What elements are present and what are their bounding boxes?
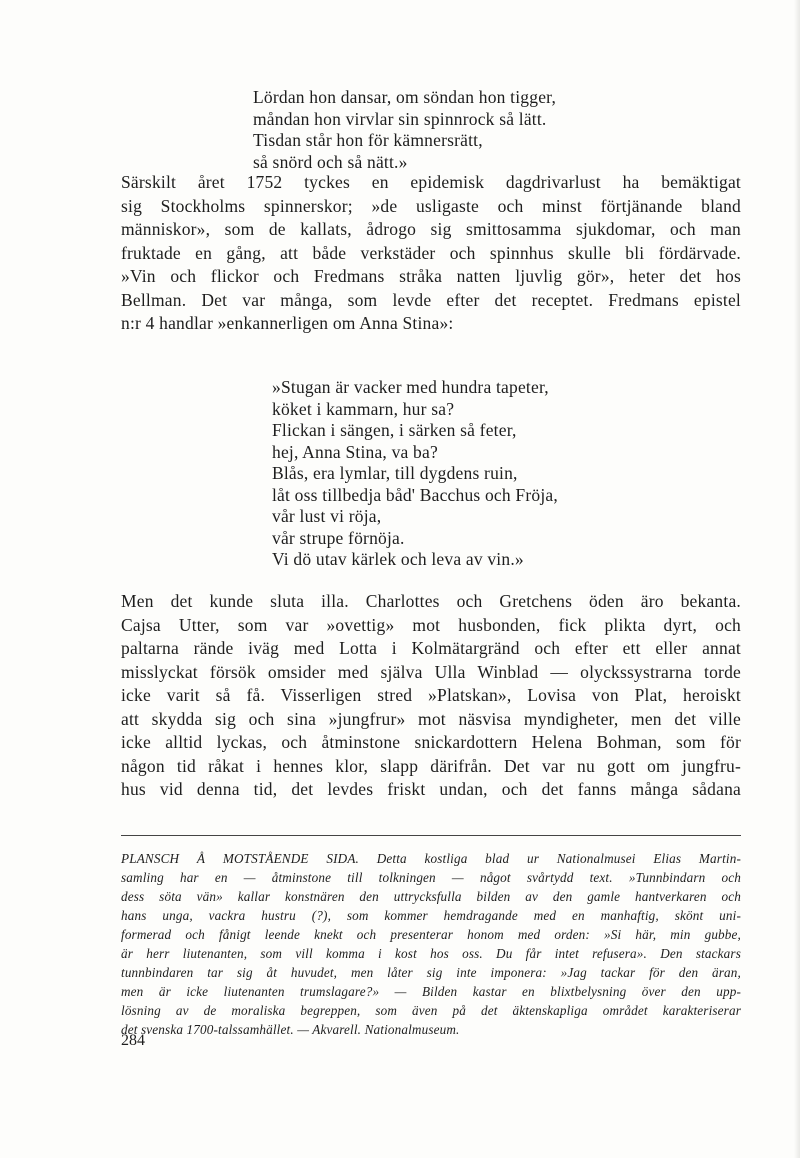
verse-stanza-2 xyxy=(272,377,772,571)
caption-line: det svenska 1700-talssamhället. — Akvarell. Nationalmuseum. xyxy=(121,1022,460,1037)
verse-line: Tisdan står hon för kämnersrätt, xyxy=(253,130,483,150)
verse-stanza-1 xyxy=(253,87,753,173)
text-line: Särskilt året 1752 tyckes en epidemisk dagdrivarlust ha bemäktigat xyxy=(121,172,741,192)
text-line: icke varit så få. Visserligen stred »Platskan», Lovisa von Plat, heroiskt xyxy=(121,685,741,705)
verse-line: så snörd och så nätt.» xyxy=(253,151,408,172)
paragraph-2 xyxy=(121,590,741,802)
caption-line: lösning av de moraliska begreppen, som även på det äktenskapliga området karakteriserar xyxy=(121,1003,741,1018)
text-line: misslyckat försök omsider med själva Ulla Winblad — olyckssystrarna torde xyxy=(121,661,741,682)
text-line: någon tid råkat i hennes klor, slapp därifrån. Det var nu gott om jungfru- xyxy=(121,755,741,776)
paragraph-1 xyxy=(121,171,741,336)
caption-line: hans unga, vackra hustru (?), som kommer hemdragande med en manhaftig, skönt uni- xyxy=(121,908,741,923)
caption-line: dess söta vän» kallar konstnären den uttrycksfulla bilden av den gamle hantverkaren och xyxy=(121,889,741,904)
caption-divider xyxy=(121,835,741,836)
text-line: sig Stockholms spinnerskor; »de usligaste och minst förtjänande bland xyxy=(121,195,741,216)
text-line: paltarna rände iväg med Lotta i Kolmätargränd och efter ett eller annat xyxy=(121,638,741,658)
verse-line: låt oss tillbedja båd' Bacchus och Fröja, xyxy=(272,484,558,505)
page-number: 284 xyxy=(121,1032,145,1049)
text-line: Men det kunde sluta illa. Charlottes och Gretchens öden äro bekanta. xyxy=(121,591,741,611)
verse-line: Blås, era lymlar, till dygdens ruin, xyxy=(272,463,518,483)
page-edge-shadow xyxy=(794,0,800,1158)
verse-line: »Stugan är vacker med hundra tapeter, xyxy=(272,377,549,397)
verse-line: köket i kammarn, hur sa? xyxy=(272,398,455,419)
plate-caption xyxy=(121,849,741,1039)
caption-line: samling har en — åtminstone till tolkningen — något svårtydd text. »Tunnbindarn och xyxy=(121,870,741,885)
text-line: hus vid denna tid, det levdes friskt undan, och det fanns många sådana xyxy=(121,779,741,799)
text-line: människor», som de kallats, ådrogo sig smittosamma sjukdomar, och man xyxy=(121,219,741,239)
text-line: fruktade en gång, att både verkstäder och spinnhus skulle bli fördärvade. xyxy=(121,242,741,263)
verse-line: Vi dö utav kärlek och leva av vin.» xyxy=(272,549,524,569)
caption-line: men är icke liutenanten trumslagare?» — Bilden kastar en blixtbelysning över den upp- xyxy=(121,984,741,999)
text-line: n:r 4 handlar »enkannerligen om Anna Stina»: xyxy=(121,313,454,333)
caption-line: formerad och fånigt leende knekt och presenterar honom med orden: »Si här, min gubbe, xyxy=(121,927,741,942)
text-line: Cajsa Utter, som var »ovettig» mot husbonden, fick plikta dyrt, och xyxy=(121,614,741,635)
text-line: Bellman. Det var många, som levde efter det receptet. Fredmans epistel xyxy=(121,289,741,310)
text-line: att skydda sig och sina »jungfrur» mot näsvisa myndigheter, men det ville xyxy=(121,708,741,729)
caption-line: PLANSCH Å MOTSTÅENDE SIDA. Detta kostliga blad ur Nationalmusei Elias Martin- xyxy=(121,851,741,866)
verse-line: Flickan i sängen, i särken så feter, xyxy=(272,420,517,440)
caption-line: tunnbindaren tar sig åt huvudet, men låter sig inte imponera: »Jag tackar för den äran, xyxy=(121,965,741,980)
verse-line: vår lust vi röja, xyxy=(272,506,382,526)
verse-line: hej, Anna Stina, va ba? xyxy=(272,441,438,462)
verse-line: Lördan hon dansar, om söndan hon tigger, xyxy=(253,87,557,107)
text-line: icke alltid lyckas, och åtminstone snickardottern Helena Bohman, som för xyxy=(121,732,741,752)
verse-line: måndan hon virvlar sin spinnrock så lätt. xyxy=(253,108,547,129)
verse-line: vår strupe förnöja. xyxy=(272,527,405,548)
text-line: »Vin och flickor och Fredmans stråka natten ljuvlig gör», heter det hos xyxy=(121,266,741,286)
caption-line: är herr liutenanten, som vill komma i kost hos oss. Du får intet refusera». Den stackars xyxy=(121,946,741,961)
